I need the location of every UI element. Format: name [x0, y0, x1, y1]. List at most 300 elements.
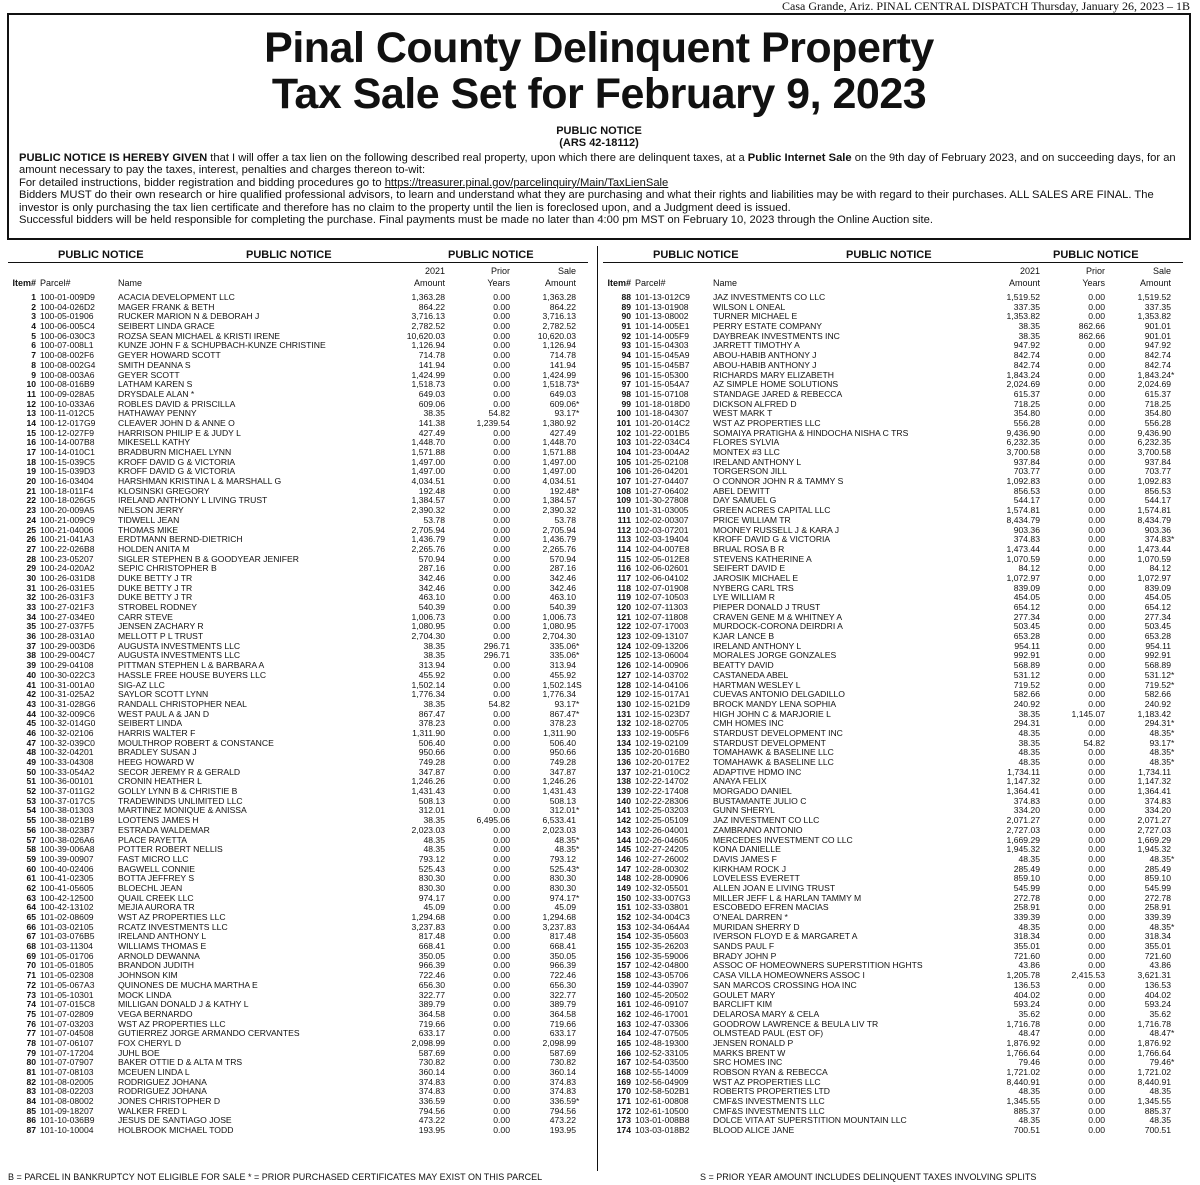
table-cell-prior: 0.00 [493, 757, 510, 767]
statute-reference: (ARS 42-18112) [559, 137, 639, 149]
table-cell-parcel: 102-09-13107 [635, 631, 689, 642]
table-cell-prior: 0.00 [493, 359, 510, 370]
table-cell-parcel: 101-07-07907 [40, 1057, 94, 1068]
table-cell-sale: 653.28 [1144, 631, 1171, 642]
table-cell-item: 32 [26, 592, 36, 603]
table-cell-sale: 43.86 [1149, 960, 1171, 971]
table-cell-parcel: 102-25-03203 [635, 805, 689, 816]
table-cell-sale: 9,436.90 [1137, 427, 1171, 438]
table-cell-prior: 0.00 [493, 1105, 510, 1116]
table-cell-name: HARSHMAN KRISTINA L & MARSHALL G [118, 477, 282, 487]
table-cell-parcel: 100-29-04108 [40, 660, 94, 671]
table-cell-item: 62 [26, 882, 36, 893]
table-cell-parcel: 101-14-005F9 [635, 330, 689, 341]
table-cell-sale: 342.46 [549, 572, 576, 583]
table-cell-name: FLORES SYLVIA [713, 438, 780, 448]
footer-legend-right: S = PRIOR YEAR AMOUNT INCLUDES DELINQUENT TAXES INVOLVING SPLITS [700, 1172, 1037, 1182]
table-cell-parcel: 100-42-13102 [40, 902, 94, 913]
section-header: PUBLIC NOTICE [246, 249, 332, 261]
section-header-row [8, 246, 588, 263]
table-cell-name: PIEPER DONALD J TRUST [713, 603, 821, 612]
table-cell-item: 52 [26, 786, 36, 797]
table-cell-sale: 817.48 [549, 931, 576, 942]
table-cell-name: MARKS BRENT W [713, 1048, 786, 1058]
table-cell-name: IRELAND ANTHONY L [713, 641, 802, 651]
table-cell-prior: 0.00 [1088, 524, 1105, 535]
table-cell-parcel: 100-41-02305 [40, 873, 94, 884]
table-cell-parcel: 100-38-01303 [40, 805, 94, 816]
table-cell-parcel: 102-28-00906 [635, 873, 689, 884]
table-cell-name: CARR STEVE [118, 612, 173, 622]
table-cell-item: 103 [616, 437, 631, 448]
table-cell-prior: 0.00 [493, 921, 510, 932]
table-cell-name: ROZSA SEAN MICHAEL & KRISTI IRENE [118, 331, 281, 341]
table-cell-parcel: 101-26-04201 [635, 466, 689, 477]
table-cell-amount: 859.10 [1013, 873, 1040, 884]
table-cell-amount: 947.92 [1013, 340, 1040, 351]
table-cell-prior: 0.00 [1088, 921, 1105, 932]
table-cell-amount: 1,571.88 [411, 447, 445, 457]
table-cell-item: 34 [26, 611, 36, 622]
table-cell-item: 168 [616, 1067, 631, 1077]
table-cell-sale: 427.49 [549, 427, 576, 438]
table-cell-item: 113 [617, 534, 631, 545]
table-cell-item: 83 [26, 1086, 36, 1097]
table-cell-sale: 867.47 [549, 708, 576, 719]
table-cell-sale: 1,876.92 [1137, 1037, 1171, 1048]
table-cell-item: 46 [26, 727, 36, 738]
table-cell-parcel: 101-13-08002 [635, 311, 689, 322]
table-cell-name: ABOU-HABIB ANTHONY J [713, 360, 817, 370]
table-cell-flag: * [1171, 1028, 1175, 1039]
table-cell-prior: 0.00 [493, 970, 510, 981]
table-cell-flag: * [1171, 747, 1175, 758]
table-cell-parcel: 101-07-015C8 [40, 999, 95, 1010]
table-cell-sale: 364.58 [549, 1008, 576, 1019]
table-cell-amount: 48.35 [1018, 747, 1040, 758]
table-cell-item: 26 [26, 534, 36, 545]
table-cell-name: TOMAHAWK & BASELINE LLC [713, 758, 834, 767]
table-cell-parcel: 102-61-10500 [635, 1105, 689, 1116]
table-cell-parcel: 102-22-14702 [635, 776, 689, 787]
table-cell-item: 17 [26, 447, 36, 457]
table-cell-parcel: 100-29-004C7 [40, 650, 95, 661]
table-cell-name: WEST PAUL A & JAN D [118, 709, 210, 719]
table-cell-parcel: 102-33-03801 [635, 902, 689, 913]
table-cell-name: BLOOD ALICE JANE [713, 1126, 795, 1136]
table-cell-amount: 342.46 [418, 582, 445, 593]
table-cell-parcel: 101-08-02005 [40, 1076, 94, 1087]
table-cell-item: 2 [31, 301, 36, 312]
table-cell-prior: 0.00 [493, 660, 510, 671]
table-cell-name: SEIBERT LINDA [118, 719, 183, 729]
table-cell-amount: 473.22 [418, 1115, 445, 1126]
table-cell-item: 119 [617, 592, 631, 603]
table-cell-amount: 1,843.24 [1006, 369, 1040, 380]
table-cell-sale: 48.35 [1149, 747, 1171, 758]
table-cell-parcel: 101-05-02308 [40, 970, 94, 981]
table-cell-prior: 0.00 [493, 1028, 510, 1039]
table-cell-name: DUKE BETTY J TR [118, 593, 193, 603]
table-cell-sale: 649.03 [549, 388, 576, 399]
table-cell-item: 56 [26, 824, 36, 835]
table-cell-sale: 749.28 [549, 757, 576, 767]
table-cell-prior: 0.00 [493, 1096, 510, 1107]
table-cell-name: GOODROW LAWRENCE & BEULA LIV TR [713, 1019, 879, 1029]
table-cell-name: DAVIS JAMES F [713, 854, 777, 864]
column-divider [597, 246, 598, 1171]
table-cell-item: 126 [616, 660, 631, 671]
table-cell-sale: 318.34 [1144, 931, 1171, 942]
table-cell-item: 94 [621, 350, 631, 361]
table-cell-parcel: 102-44-03907 [635, 979, 689, 990]
table-cell-parcel: 102-58-502B1 [635, 1086, 690, 1097]
table-cell-item: 82 [26, 1076, 36, 1087]
table-cell-name: KROFF DAVID G & VICTORIA [118, 467, 236, 477]
table-cell-name: JARRETT TIMOTHY A [713, 341, 800, 351]
table-cell-name: O'NEAL DARREN * [713, 913, 788, 922]
table-cell-item: 171 [616, 1096, 631, 1107]
table-cell-amount: 10,620.03 [406, 330, 445, 341]
right-rows [603, 293, 1183, 1136]
table-cell-name: GEYER SCOTT [118, 370, 180, 380]
table-cell-amount: 568.89 [1013, 660, 1040, 671]
table-cell-sale: 347.87 [549, 766, 576, 777]
table-cell-prior: 0.00 [1088, 689, 1105, 700]
table-cell-prior: 0.00 [493, 776, 510, 787]
table-cell-amount: 885.37 [1013, 1105, 1040, 1116]
table-cell-prior: 0.00 [1088, 301, 1105, 312]
table-cell-name: HATHAWAY PENNY [118, 409, 197, 419]
table-cell-sale: 1,353.82 [1137, 311, 1171, 322]
table-cell-prior: 0.00 [493, 853, 510, 864]
table-cell-amount: 3,237.83 [411, 921, 445, 932]
table-cell-prior: 0.00 [1088, 572, 1105, 583]
table-cell-sale: 6,232.35 [1137, 437, 1171, 448]
table-cell-parcel: 100-28-031A0 [40, 631, 95, 642]
table-cell-sale: 1,766.64 [1137, 1047, 1171, 1058]
table-cell-amount: 313.94 [418, 660, 445, 671]
table-cell-sale: 1,072.97 [1137, 572, 1171, 583]
table-cell-sale: 2,071.27 [1137, 815, 1171, 826]
table-cell-parcel: 100-26-031E5 [40, 582, 95, 593]
table-cell-name: BRADLEY SUSAN J [118, 748, 197, 758]
table-cell-parcel: 101-15-07108 [635, 388, 689, 399]
table-cell-sale: 136.53 [1144, 979, 1171, 990]
table-cell-amount: 240.92 [1013, 698, 1040, 709]
table-cell-sale: 141.94 [549, 359, 576, 370]
tax-lien-sale-link[interactable]: https://treasurer.pinal.gov/parcelinquiry/Main/TaxLienSale [384, 176, 669, 189]
table-cell-item: 22 [26, 495, 36, 506]
table-cell-sale: 545.99 [1144, 882, 1171, 893]
table-cell-prior: 0.00 [493, 931, 510, 942]
table-cell-flag: * [1171, 853, 1175, 864]
table-cell-item: 18 [26, 456, 36, 467]
table-cell-amount: 2,098.99 [411, 1037, 445, 1048]
table-cell-name: QUAIL CREEK LLC [118, 893, 194, 903]
table-cell-amount: 864.22 [418, 301, 445, 312]
table-cell-sale: 593.24 [1144, 999, 1171, 1010]
table-cell-parcel: 101-05-067A3 [40, 979, 95, 990]
table-cell-prior: 0.00 [1088, 350, 1105, 361]
table-cell-sale: 192.48 [549, 485, 576, 496]
table-cell-parcel: 100-12-027F9 [40, 427, 94, 438]
intro-paragraph-3: Bidders MUST do their own research or hire qualified professional advisors, to learn and understand what they are purchasing and what their rights and liabilities may be with regard to their purchases. ALL SALES ARE FINAL. The investor is only purchasing the tax lien certificate and therefore has no claim to the property until the lien is foreclosed upon, and a Judgment deed is issued. [19, 189, 1154, 214]
table-cell-sale: 966.39 [549, 960, 576, 971]
table-cell-prior: 0.00 [493, 989, 510, 1000]
table-cell-sale: 974.17 [549, 892, 576, 903]
table-cell-item: 157 [616, 960, 631, 971]
table-cell-item: 130 [616, 698, 631, 709]
table-cell-amount: 1,205.78 [1006, 970, 1040, 981]
table-cell-name: GUNN SHERYL [713, 806, 775, 816]
table-cell-name: BRADY JOHN P [713, 951, 777, 961]
table-cell-name: JOHNSON KIM [118, 971, 178, 981]
table-cell-name: BAKER OTTIE D & ALTA M TRS [118, 1058, 243, 1068]
table-cell-prior: 0.00 [1088, 359, 1105, 370]
table-cell-item: 41 [26, 679, 36, 690]
table-cell-amount: 1,363.28 [411, 292, 445, 302]
table-cell-parcel: 100-39-006A8 [40, 844, 95, 855]
table-cell-amount: 1,436.79 [411, 534, 445, 545]
table-cell-prior: 0.00 [493, 882, 510, 893]
table-cell-name: WST AZ PROPERTIES LLC [713, 1077, 821, 1087]
table-cell-amount: 1,126.94 [411, 340, 445, 351]
table-cell-amount: 192.48 [418, 485, 445, 496]
table-cell-parcel: 101-27-06402 [635, 485, 689, 496]
table-cell-sale: 1,092.83 [1137, 476, 1171, 487]
intro-text [9, 149, 1189, 226]
table-cell-parcel: 100-27-034E0 [40, 611, 95, 622]
table-cell-amount: 8,440.91 [1006, 1076, 1040, 1087]
column-headers [603, 263, 1183, 293]
table-cell-amount: 1,147.32 [1006, 776, 1040, 787]
table-cell-item: 143 [616, 824, 631, 835]
table-cell-sale: 1,147.32 [1137, 776, 1171, 787]
table-cell-amount: 374.83 [1013, 534, 1040, 545]
table-cell-parcel: 102-33-007G3 [635, 892, 691, 903]
table-cell-item: 89 [621, 301, 631, 312]
parcel-header: Parcel# [40, 278, 71, 288]
table-cell-prior: 0.00 [493, 1037, 510, 1048]
table-cell-parcel: 100-32-009C6 [40, 708, 95, 719]
item-header: Item# [12, 278, 36, 288]
table-cell-sale: 1,070.59 [1137, 553, 1171, 564]
table-cell-amount: 582.66 [1013, 689, 1040, 700]
prior-years-header: Years [487, 278, 510, 288]
table-cell-sale: 656.30 [549, 979, 576, 990]
table-cell-item: 122 [616, 621, 631, 632]
table-cell-prior: 0.00 [493, 1125, 510, 1136]
table-cell-item: 109 [616, 495, 631, 506]
table-cell-name: SRC HOMES INC [713, 1058, 783, 1068]
table-cell-item: 9 [31, 369, 36, 380]
table-cell-amount: 503.45 [1013, 621, 1040, 632]
table-cell-name: PLACE RAYETTA [118, 835, 187, 845]
table-cell-sale: 1,294.68 [542, 912, 576, 922]
table-cell-flag: * [576, 1096, 580, 1107]
table-cell-amount: 53.78 [423, 514, 445, 525]
table-cell-name: SEIBERT LINDA GRACE [118, 322, 215, 332]
table-cell-parcel: 102-46-09107 [635, 999, 689, 1010]
table-cell-flag: * [1171, 737, 1175, 748]
table-cell-flag: * [1171, 679, 1175, 690]
table-cell-prior: 0.00 [1088, 563, 1105, 574]
table-cell-item: 12 [26, 398, 36, 409]
table-cell-item: 35 [26, 621, 36, 632]
table-cell-parcel: 100-16-03404 [40, 476, 94, 487]
table-cell-parcel: 100-06-030C3 [40, 330, 95, 341]
table-cell-parcel: 102-05-012E8 [635, 553, 690, 564]
table-cell-name: DUKE BETTY J TR [118, 583, 193, 593]
table-cell-parcel: 102-35-26203 [635, 941, 689, 952]
table-cell-parcel: 101-03-11304 [40, 941, 93, 952]
table-cell-prior: 0.00 [1088, 679, 1105, 690]
table-cell-item: 138 [616, 776, 631, 787]
table-cell-amount: 1,072.97 [1006, 572, 1040, 583]
table-cell-sale: 1,473.44 [1137, 543, 1171, 554]
table-cell-sale: 721.60 [1144, 950, 1171, 961]
table-cell-prior: 0.00 [493, 340, 510, 351]
table-cell-parcel: 100-21-009C9 [40, 514, 95, 525]
table-cell-sale: 8,440.91 [1137, 1076, 1171, 1087]
table-cell-parcel: 102-14-00906 [635, 660, 689, 671]
table-cell-amount: 2,727.03 [1006, 824, 1040, 835]
table-cell-name: MELLOTT P L TRUST [118, 632, 204, 642]
table-cell-name: O CONNOR JOHN R & TAMMY S [713, 477, 844, 487]
amount-header: Amount [1008, 278, 1040, 288]
table-cell-item: 45 [26, 718, 36, 729]
table-cell-amount: 1,080.95 [411, 621, 445, 632]
table-cell-sale: 1,497.00 [542, 456, 576, 467]
table-cell-name: WEST MARK T [713, 409, 773, 419]
table-cell-sale: 1,006.73 [542, 611, 576, 622]
table-cell-parcel: 100-38-021B9 [40, 815, 95, 826]
table-cell-parcel: 100-33-04308 [40, 757, 94, 767]
table-cell-amount: 336.59 [418, 1096, 445, 1107]
table-cell-parcel: 100-36-00101 [40, 776, 94, 787]
table-cell-prior: 0.00 [1088, 1115, 1105, 1126]
table-cell-prior: 0.00 [493, 534, 510, 545]
table-cell-sale: 1,311.90 [543, 727, 576, 738]
table-cell-item: 129 [616, 689, 631, 700]
table-cell-name: LOVELESS EVERETT [713, 874, 800, 884]
table-cell-parcel: 100-12-017G9 [40, 417, 96, 428]
table-cell-sale: 48.35 [554, 834, 576, 845]
table-cell-item: 48 [26, 747, 36, 758]
table-cell-item: 163 [616, 1018, 631, 1029]
table-cell-name: CMH HOMES INC [713, 719, 784, 729]
table-cell-parcel: 102-55-14009 [635, 1067, 689, 1077]
table-cell-sale: 937.84 [1144, 456, 1171, 467]
notice-box [7, 13, 1191, 240]
table-cell-sale: 404.02 [1144, 989, 1171, 1000]
sale-amount-header: Amount [1139, 278, 1171, 288]
table-cell-sale: 355.01 [1144, 941, 1171, 952]
table-cell-name: BARCLIFT KIM [713, 1000, 773, 1010]
table-cell-parcel: 102-43-05706 [635, 970, 689, 981]
table-cell-parcel: 102-35-05603 [635, 931, 689, 942]
prior-years-header: Years [1082, 278, 1105, 288]
table-cell-item: 65 [26, 912, 36, 922]
table-cell-parcel: 100-06-005C4 [40, 321, 95, 332]
table-cell-amount: 2,704.30 [411, 631, 445, 642]
table-cell-name: SMITH DEANNA S [118, 360, 191, 370]
table-cell-name: ROBERTS PROPERTIES LTD [713, 1087, 830, 1097]
table-cell-name: GUTIERREZ JORGE ARMANDO CERVANTES [118, 1029, 300, 1039]
table-cell-item: 95 [621, 359, 631, 370]
table-cell-amount: 653.28 [1013, 631, 1040, 642]
table-cell-prior: 0.00 [1088, 1105, 1105, 1116]
table-cell-item: 59 [26, 853, 36, 864]
section-header-row [603, 246, 1183, 263]
table-cell-sale: 992.91 [1144, 650, 1171, 661]
table-cell-item: 84 [26, 1096, 36, 1107]
table-cell-prior: 0.00 [1088, 863, 1105, 874]
table-cell-prior: 0.00 [1088, 1037, 1105, 1048]
table-cell-item: 100 [616, 408, 631, 419]
table-cell-item: 150 [616, 892, 631, 903]
table-cell-name: IRELAND ANTHONY L LIVING TRUST [118, 496, 268, 506]
table-cell-sale: 240.92 [1144, 698, 1171, 709]
table-cell-parcel: 100-07-008L1 [40, 340, 94, 351]
table-cell-prior: 0.00 [1088, 1008, 1105, 1019]
table-cell-sale: 668.41 [549, 941, 576, 952]
table-cell-sale: 48.35 [1149, 853, 1171, 864]
table-cell-item: 105 [616, 456, 631, 467]
table-cell-item: 55 [26, 815, 36, 826]
table-cell-prior: 0.00 [1088, 640, 1105, 651]
table-cell-item: 11 [26, 388, 36, 399]
table-cell-name: IRELAND ANTHONY L [713, 457, 802, 467]
table-cell-prior: 0.00 [1088, 408, 1105, 419]
table-cell-sale: 294.31 [1144, 718, 1171, 729]
table-cell-amount: 794.56 [418, 1105, 445, 1116]
table-cell-parcel: 102-34-064A4 [635, 921, 690, 932]
table-cell-amount: 842.74 [1013, 359, 1040, 370]
table-cell-name: MCEUEN LINDA L [118, 1068, 190, 1077]
table-cell-name: HARRIS WALTER F [118, 728, 196, 738]
table-cell-parcel: 100-31-025A2 [40, 689, 95, 700]
table-cell-prior: 0.00 [493, 892, 510, 903]
table-cell-sale: 842.74 [1144, 359, 1171, 370]
table-cell-prior: 0.00 [1088, 1096, 1105, 1107]
table-cell-prior: 0.00 [493, 727, 510, 738]
table-cell-item: 29 [26, 563, 36, 574]
table-cell-prior: 0.00 [1088, 960, 1105, 971]
section-header: PUBLIC NOTICE [448, 249, 534, 261]
table-cell-prior: 0.00 [493, 1076, 510, 1087]
table-cell-amount: 633.17 [418, 1028, 445, 1039]
table-cell-sale: 587.69 [549, 1047, 576, 1058]
table-cell-prior: 0.00 [493, 718, 510, 729]
table-cell-parcel: 100-18-026G5 [40, 495, 96, 506]
table-cell-prior: 0.00 [493, 514, 510, 525]
table-cell-amount: 722.46 [418, 970, 445, 981]
table-cell-sale: 1,345.55 [1137, 1096, 1171, 1107]
table-cell-prior: 0.00 [1088, 718, 1105, 729]
table-cell-prior: 0.00 [493, 379, 510, 390]
table-cell-amount: 654.12 [1013, 602, 1040, 612]
title-line-1: Pinal County Delinquent Property [264, 24, 934, 72]
table-cell-flag: * [576, 834, 580, 845]
table-cell-amount: 84.12 [1018, 563, 1040, 574]
table-cell-sale: 48.35 [1149, 1115, 1171, 1126]
table-cell-prior: 0.00 [493, 766, 510, 777]
table-cell-parcel: 102-21-010C2 [635, 766, 690, 777]
table-cell-name: CASA VILLA HOMEOWNERS ASSOC I [713, 971, 865, 981]
table-cell-name: BRUAL ROSA B R [713, 544, 785, 554]
